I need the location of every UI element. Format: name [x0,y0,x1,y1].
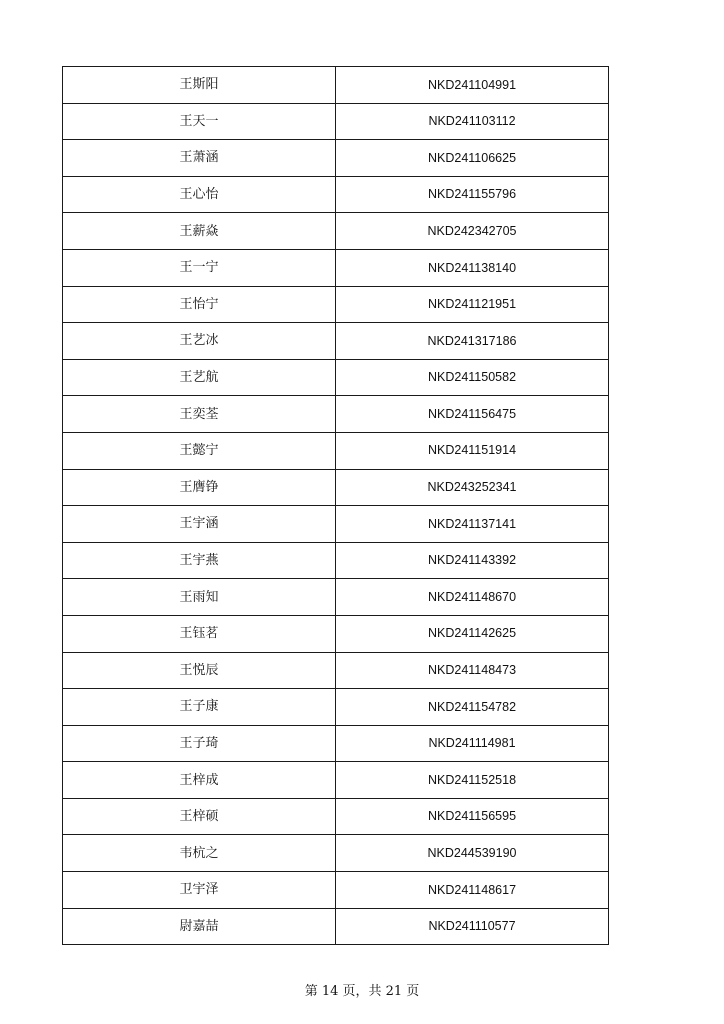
table-row [63,67,609,104]
name-cell: 王怡宁 [63,286,336,323]
table-row [63,249,609,286]
table-row [63,213,609,250]
table-row [63,615,609,652]
table-row [63,542,609,579]
table-row [63,506,609,543]
name-cell: 王艺冰 [63,323,336,360]
table-row [63,432,609,469]
name-cell: 王宇燕 [63,542,336,579]
table-row [63,725,609,762]
id-cell: NKD241103112 [336,103,609,140]
roster-table [62,66,609,945]
name-cell: 王艺航 [63,359,336,396]
id-cell: NKD241154782 [336,689,609,726]
id-cell: NKD241121951 [336,286,609,323]
name-cell: 王奕荃 [63,396,336,433]
table-row [63,176,609,213]
table-row [63,323,609,360]
table-row [63,103,609,140]
name-cell: 王雨知 [63,579,336,616]
name-cell: 王萧涵 [63,140,336,177]
table-row [63,652,609,689]
name-cell: 王心怡 [63,176,336,213]
name-cell: 王悦辰 [63,652,336,689]
name-cell: 王钰茗 [63,615,336,652]
name-cell: 卫宇泽 [63,872,336,909]
id-cell: NKD241156595 [336,798,609,835]
name-cell: 王懿宁 [63,432,336,469]
page-number-footer: 第 14 页，共 21 页 [304,984,420,999]
name-cell: 王天一 [63,103,336,140]
id-cell: NKD241152518 [336,762,609,799]
name-cell: 王宇涵 [63,506,336,543]
id-cell: NKD241106625 [336,140,609,177]
name-cell: 王斯阳 [63,67,336,104]
table-row [63,908,609,945]
name-cell: 王子康 [63,689,336,726]
id-cell: NKD242342705 [336,213,609,250]
roster-table-body [63,67,609,945]
table-row [63,469,609,506]
id-cell: NKD243252341 [336,469,609,506]
id-cell: NKD241110577 [336,908,609,945]
table-row [63,286,609,323]
table-row [63,359,609,396]
id-cell: NKD241143392 [336,542,609,579]
name-cell: 王膺铮 [63,469,336,506]
id-cell: NKD241151914 [336,432,609,469]
id-cell: NKD241137141 [336,506,609,543]
name-cell: 王薪焱 [63,213,336,250]
table-row [63,689,609,726]
id-cell: NKD241155796 [336,176,609,213]
table-row [63,396,609,433]
id-cell: NKD241148473 [336,652,609,689]
id-cell: NKD241104991 [336,67,609,104]
id-cell: NKD241148670 [336,579,609,616]
table-row [63,579,609,616]
name-cell: 王梓硕 [63,798,336,835]
table-row [63,872,609,909]
name-cell: 韦杭之 [63,835,336,872]
table-row [63,835,609,872]
name-cell: 王一宁 [63,249,336,286]
name-cell: 王子琦 [63,725,336,762]
id-cell: NKD241148617 [336,872,609,909]
id-cell: NKD241138140 [336,249,609,286]
table-row [63,140,609,177]
name-cell: 尉嘉喆 [63,908,336,945]
table-row [63,798,609,835]
name-cell: 王梓成 [63,762,336,799]
id-cell: NKD241142625 [336,615,609,652]
id-cell: NKD241150582 [336,359,609,396]
id-cell: NKD244539190 [336,835,609,872]
id-cell: NKD241317186 [336,323,609,360]
table-row [63,762,609,799]
id-cell: NKD241156475 [336,396,609,433]
id-cell: NKD241114981 [336,725,609,762]
